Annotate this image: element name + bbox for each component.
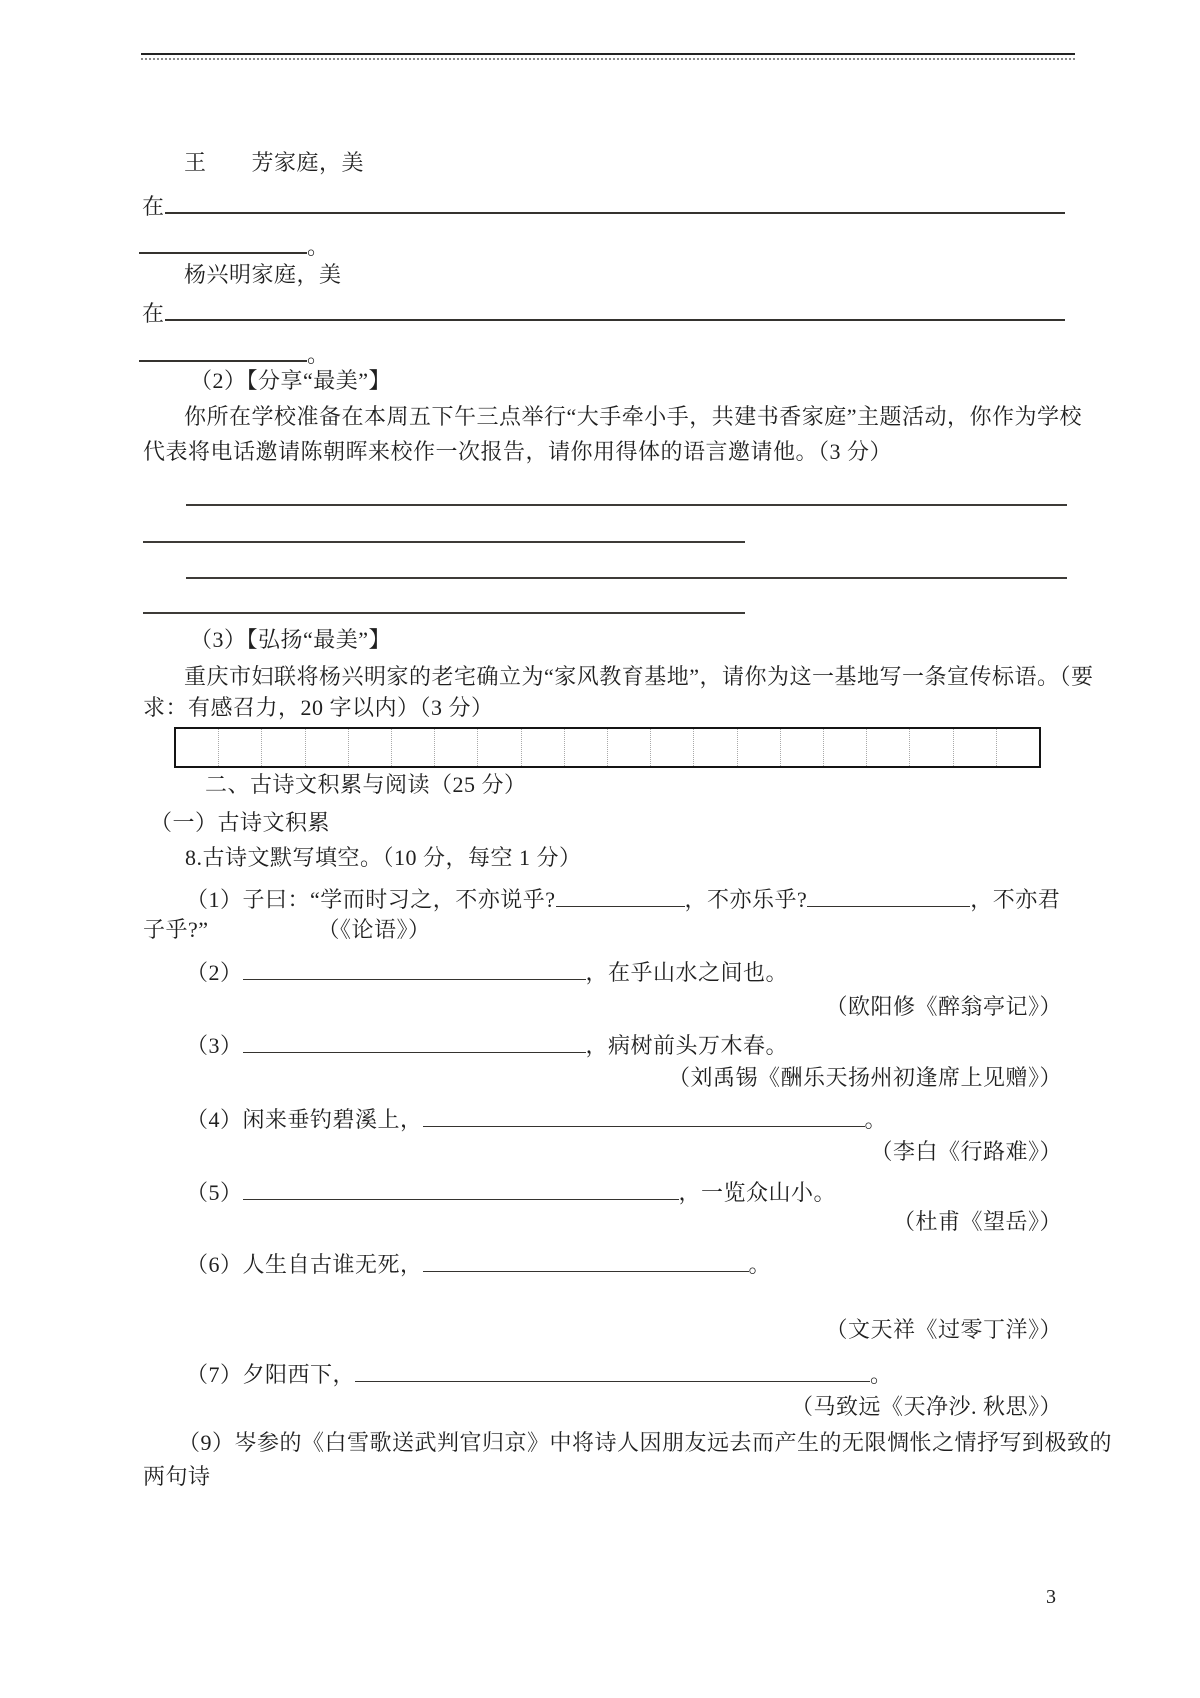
- source-ref: （李白《行路难》）: [870, 1139, 1062, 1164]
- item-text: 。: [870, 1362, 893, 1387]
- question-8-intro: 8.古诗文默写填空。（10 分，每空 1 分）: [185, 845, 582, 870]
- slogan-grid-cell: [781, 729, 824, 766]
- source-ref: （杜甫《望岳》）: [892, 1209, 1062, 1234]
- poetry-item-1: [186, 884, 1060, 913]
- poetry-item-2: [186, 957, 788, 986]
- slogan-task-body-line-1: 重庆市妇联将杨兴明家的老宅确立为“家风教育基地”，请你为这一基地写一条宣传标语。（要: [184, 664, 1094, 689]
- answer-blank: [243, 1030, 586, 1053]
- slogan-grid-cell: [478, 729, 521, 766]
- answer-blank: [165, 190, 1065, 214]
- item-text: 子乎?”: [143, 917, 209, 942]
- slogan-grid-cell: [392, 729, 435, 766]
- slogan-grid-cell: [954, 729, 997, 766]
- share-task-body-line-2: 代表将电话邀请陈朝晖来校作一次报告，请你用得体的语言邀请他。（3 分）: [143, 439, 893, 464]
- slogan-grid-cell: [306, 729, 349, 766]
- share-task-heading: （2）【分享“最美”】: [190, 368, 392, 393]
- poetry-item-9-line-2: 两句诗: [143, 1464, 211, 1489]
- item-text: ，在乎山水之间也。: [585, 960, 789, 985]
- source-ref: （欧阳修《醉翁亭记》）: [825, 994, 1062, 1019]
- source-ref: （马致远《天净沙. 秋思》）: [790, 1394, 1062, 1419]
- answer-line: [186, 504, 1067, 506]
- zai-label: 在: [142, 301, 165, 326]
- item-text: 。: [748, 1252, 772, 1277]
- source-ref: （刘禹锡《酬乐天扬州初逢席上见赠》）: [667, 1065, 1062, 1090]
- slogan-grid: [174, 727, 1041, 768]
- answer-line: [143, 541, 745, 543]
- slogan-grid-cell: [262, 729, 305, 766]
- slogan-task-body-line-2: 求：有感召力，20 字以内）（3 分）: [143, 695, 494, 720]
- family-wang-line: 王 芳家庭，美: [184, 150, 365, 175]
- item-text: ，病树前头万木春。: [585, 1033, 789, 1058]
- page-number: 3: [1046, 1586, 1056, 1608]
- family-zai-line-1: [142, 190, 1065, 220]
- item-text: （1）子曰：“学而时习之，不亦说乎?: [186, 887, 556, 912]
- item-text: （4）闲来垂钓碧溪上，: [186, 1107, 423, 1132]
- item-number: （3）: [186, 1033, 243, 1058]
- slogan-grid-cell: [176, 729, 219, 766]
- poetry-item-6: [186, 1249, 771, 1278]
- family-short-line-2: [139, 338, 330, 368]
- item-text: （6）人生自古谁无死，: [186, 1252, 423, 1277]
- family-zai-line-2: [142, 297, 1065, 327]
- item-text: 。: [864, 1107, 888, 1132]
- poetry-item-4: [186, 1104, 887, 1133]
- period: 。: [307, 234, 330, 259]
- answer-blank: [423, 1104, 865, 1127]
- item-number: （2）: [186, 960, 243, 985]
- item-text: ，不亦君: [970, 887, 1061, 912]
- answer-line: [143, 612, 745, 614]
- poetry-item-9-line-1: （9）岑参的《白雪歌送武判官归京》中将诗人因朋友远去而产生的无限惆怅之情抒写到极致的: [178, 1430, 1113, 1455]
- slogan-grid-cell: [910, 729, 953, 766]
- slogan-grid-cell: [349, 729, 392, 766]
- slogan-grid-cell: [651, 729, 694, 766]
- slogan-grid-cell: [824, 729, 867, 766]
- answer-blank: [165, 297, 1065, 321]
- item-text: ，一览众山小。: [678, 1180, 837, 1205]
- poetry-item-3: [186, 1030, 788, 1059]
- slogan-grid-cell: [565, 729, 608, 766]
- zai-label: 在: [142, 194, 165, 219]
- slogan-grid-cell: [608, 729, 651, 766]
- answer-blank: [556, 884, 685, 907]
- answer-blank: [243, 957, 586, 980]
- source-ref: （文天祥《过零丁洋》）: [825, 1317, 1062, 1342]
- answer-blank: [807, 884, 970, 907]
- slogan-grid-cell: [738, 729, 781, 766]
- slogan-grid-cell: [694, 729, 737, 766]
- answer-blank: [355, 1359, 870, 1382]
- subsection-title: （一）古诗文积累: [150, 810, 331, 835]
- header-rule: [141, 53, 1075, 60]
- poetry-item-5: [186, 1177, 836, 1206]
- slogan-grid-cell: [435, 729, 478, 766]
- answer-blank: [243, 1177, 679, 1200]
- answer-blank: [139, 338, 307, 362]
- answer-blank: [423, 1249, 749, 1272]
- slogan-grid-cell: [997, 729, 1039, 766]
- answer-line: [186, 577, 1067, 579]
- slogan-grid-cell: [522, 729, 565, 766]
- slogan-grid-cell: [867, 729, 910, 766]
- poetry-item-1-carry: [143, 917, 431, 943]
- section-title: 二、古诗文积累与阅读（25 分）: [205, 772, 527, 797]
- poetry-item-7: [186, 1359, 893, 1388]
- slogan-task-heading: （3）【弘扬“最美”】: [190, 627, 392, 652]
- family-short-line-1: [139, 230, 330, 260]
- item-text: （7）夕阳西下，: [186, 1362, 356, 1387]
- source-ref: （《论语》）: [328, 917, 431, 942]
- slogan-grid-cell: [219, 729, 262, 766]
- period: 。: [307, 342, 330, 367]
- family-yang-line: 杨兴明家庭，美: [184, 262, 342, 287]
- share-task-body-line-1: 你所在学校准备在本周五下午三点举行“大手牵小手，共建书香家庭”主题活动，你作为学校: [184, 404, 1083, 429]
- answer-blank: [139, 230, 307, 254]
- item-text: ，不亦乐乎?: [684, 887, 808, 912]
- item-number: （5）: [186, 1180, 243, 1205]
